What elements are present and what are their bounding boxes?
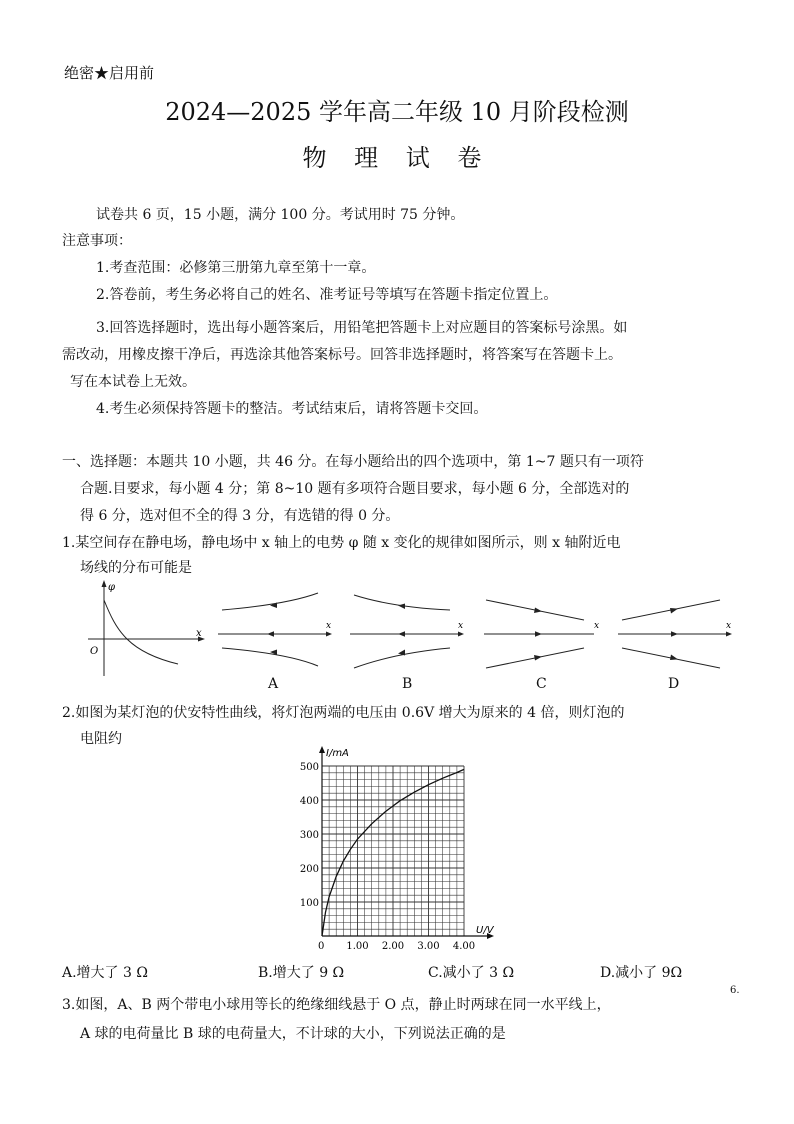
q1-option-d-figure xyxy=(614,590,740,672)
q1-option-d-label: D xyxy=(668,676,680,692)
note-3-line-2: 需改动，用橡皮擦干净后，再选涂其他答案标号。回答非选择题时，将答案写在答题卡上。 xyxy=(62,347,622,363)
side-note: 6. xyxy=(730,985,740,996)
option-d-x-label: x xyxy=(726,621,732,631)
note-3-line-3: 写在本试卷上无效。 xyxy=(70,374,196,390)
section-1-line-2: 合题.目要求，每小题 4 分；第 8~10 题有多项符合题目要求，每小题 6 分，全部选对的 xyxy=(80,481,630,497)
q2-choice-d: D.减小了 9Ω xyxy=(600,965,683,981)
option-a-x-label: x xyxy=(326,621,332,631)
confidential-mark: 绝密★启用前 xyxy=(64,64,155,82)
q3-line-2: A 球的电荷量比 B 球的电荷量大，不计球的大小，下列说法正确的是 xyxy=(80,1026,506,1042)
phi-label: φ xyxy=(108,582,116,593)
q1-potential-graph xyxy=(86,578,210,678)
q2-choice-a: A.增大了 3 Ω xyxy=(62,965,148,981)
y-axis-arrow xyxy=(319,746,325,753)
note-2: 2.答卷前，考生务必将自己的姓名、准考证号等填写在答题卡指定位置上。 xyxy=(96,287,558,303)
y-tick-label: 100 xyxy=(299,898,319,909)
q3-line-1: 3.如图，A、B 两个带电小球用等长的绝缘细线悬于 O 点，静止时两球在同一水平线上， xyxy=(62,997,611,1013)
option-c-x-label: x xyxy=(594,621,600,631)
x-axis-title: U/V xyxy=(476,925,494,936)
q1-line-1: 1.某空间存在静电场，静电场中 x 轴上的电势 φ 随 x 变化的规律如图所示，则 x 轴附近电 xyxy=(62,535,621,551)
q2-line-2: 电阻约 xyxy=(80,731,122,747)
q1-line-2: 场线的分布可能是 xyxy=(80,560,192,576)
x-tick-label: 4.00 xyxy=(452,941,476,952)
iu-characteristic-chart xyxy=(290,744,510,954)
note-4: 4.考生必须保持答题卡的整洁。考试结束后，请将答题卡交回。 xyxy=(96,401,488,417)
intro-line: 试卷共 6 页，15 小题，满分 100 分。考试用时 75 分钟。 xyxy=(96,207,465,223)
y-tick-label: 300 xyxy=(299,830,319,841)
q1-option-a-figure xyxy=(214,590,340,672)
x-tick-label: 1.00 xyxy=(346,941,369,952)
y-tick-label: 200 xyxy=(299,864,319,875)
origin-label: O xyxy=(90,646,99,657)
option-b-x-label: x xyxy=(458,621,464,631)
y-axis-title: I/mA xyxy=(326,748,349,759)
note-1: 1.考查范围：必修第三册第九章至第十一章。 xyxy=(96,260,376,276)
q1-option-b-label: B xyxy=(402,676,413,692)
x-tick-label: 3.00 xyxy=(417,941,440,952)
q1-option-c-figure xyxy=(480,590,606,672)
x-tick-label: 0 xyxy=(318,941,325,952)
section-1-line-3: 得 6 分，选对但不全的得 3 分，有选错的得 0 分。 xyxy=(80,508,400,524)
q1-option-c-label: C xyxy=(536,676,547,692)
exam-subject: 物 理 试 卷 xyxy=(302,144,492,172)
q1-option-b-figure xyxy=(346,590,472,672)
q2-line-1: 2.如图为某灯泡的伏安特性曲线，将灯泡两端的电压由 0.6V 增大为原来的 4 倍，则灯泡的 xyxy=(62,705,625,721)
section-1-line-1: 一、选择题：本题共 10 小题，共 46 分。在每小题给出的四个选项中，第 1~7 题只有一项符 xyxy=(62,454,644,470)
notes-heading: 注意事项： xyxy=(62,233,132,249)
exam-title: 2024—2025 学年高二年级 10 月阶段检测 xyxy=(165,98,629,126)
y-tick-label: 500 xyxy=(299,762,319,773)
phi-axis-arrow xyxy=(102,580,107,587)
phi-curve xyxy=(104,600,178,664)
note-3-line-1: 3.回答选择题时，选出每小题答案后，用铅笔把答题卡上对应题目的答案标号涂黑。如 xyxy=(96,320,628,336)
q1-option-a-label: A xyxy=(268,676,279,692)
y-tick-label: 400 xyxy=(299,796,319,807)
q2-choice-c: C.减小了 3 Ω xyxy=(428,965,515,981)
x-label: x xyxy=(196,628,202,639)
q2-choice-b: B.增大了 9 Ω xyxy=(258,965,345,981)
x-tick-label: 2.00 xyxy=(381,941,405,952)
